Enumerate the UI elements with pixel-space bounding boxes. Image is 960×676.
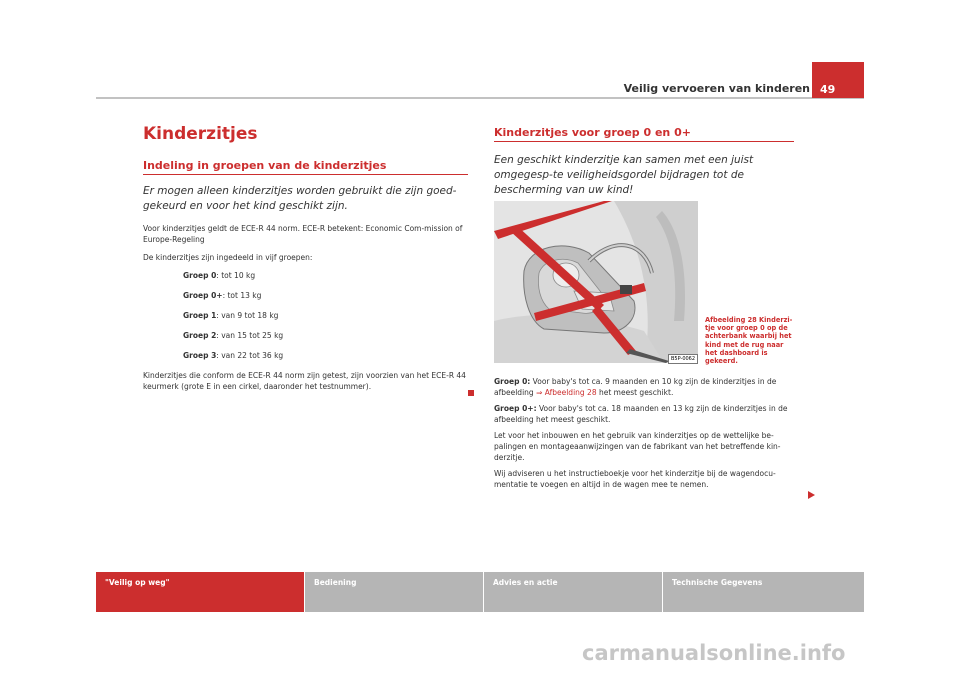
subheading-groups: Indeling in groepen van de kinderzitjes — [143, 159, 468, 175]
group0-text-end: het meest geschikt. — [596, 388, 674, 397]
body-paragraph: De kinderzitjes zijn ingedeeld in vijf groepen: — [143, 253, 313, 262]
group-label: Groep 1 — [183, 311, 217, 320]
footer-tab-label: Bediening — [314, 578, 357, 587]
header-rule — [96, 97, 864, 99]
advice-paragraph: Wij adviseren u het instructieboekje voor het kinderzitje bij de wagendocu-mentatie te voegen en altijd in de wagen mee te nemen. — [494, 469, 776, 489]
watermark: carmanualsonline.info — [582, 641, 846, 665]
figure-caption: Afbeelding 28 Kinderzi-tje voor groep 0 op de achterbank waarbij het kind met de rug naar het dashboard is gekeerd. — [705, 316, 793, 366]
group0-text: Voor baby's tot ca. 9 maanden en 10 kg zijn de kinderzitjes in de afbeelding — [494, 377, 777, 397]
child-seat-illustration — [494, 201, 698, 363]
group-label: Groep 0 — [183, 271, 217, 280]
group-weight: : tot 13 kg — [222, 291, 262, 300]
group0-paragraph — [494, 376, 794, 398]
group-label: Groep 3 — [183, 351, 217, 360]
group-weight: : van 9 tot 18 kg — [216, 311, 279, 320]
footer-tab-label: Technische Gegevens — [672, 578, 763, 587]
group-item — [143, 350, 468, 361]
footer-tab-bediening[interactable] — [305, 572, 483, 612]
footer-tab-technische-gegevens[interactable] — [663, 572, 864, 612]
intro-text: Er mogen alleen kinderzitjes worden gebruikt die zijn goed-gekeurd en voor het kind geschikt zijn. — [143, 185, 457, 212]
footer-tab-advies-en-actie[interactable] — [484, 572, 662, 612]
group0plus-label: Groep 0+: — [494, 404, 537, 413]
footer-tab-label: "Veilig op weg" — [105, 578, 170, 587]
subheading-group0: Kinderzitjes voor groep 0 en 0+ — [494, 126, 794, 142]
group0plus-text: Voor baby's tot ca. 18 maanden en 13 kg zijn de kinderzitjes in de afbeelding het meest geschikt. — [494, 404, 788, 424]
body-paragraph: Kinderzitjes die conform de ECE-R 44 norm zijn getest, zijn voorzien van het ECE-R 44 keurmerk (grote E in een cirkel, daaronder het testnummer). — [143, 371, 466, 391]
footer-tab-label: Advies en actie — [493, 578, 558, 587]
group-weight: : van 22 tot 36 kg — [216, 351, 284, 360]
install-paragraph: Let voor het inbouwen en het gebruik van kinderzitjes op de wettelijke be-palingen en montageaanwijzingen van de fabrikant van het betreffende kin-derzitje. — [494, 431, 781, 462]
group-weight: : tot 10 kg — [216, 271, 256, 280]
page-number: 49 — [812, 62, 864, 98]
running-header: Veilig vervoeren van kinderen — [623, 82, 810, 95]
section-title: Kinderzitjes — [143, 124, 258, 144]
figure-link[interactable]: ⇒ Afbeelding 28 — [536, 388, 597, 397]
figure-code: B5P-0062 — [668, 354, 698, 364]
group-weight: : van 15 tot 25 kg — [216, 331, 284, 340]
group-label: Groep 2 — [183, 331, 217, 340]
left-column — [143, 124, 468, 399]
group-label: Groep 0+ — [183, 291, 223, 300]
group-item — [143, 330, 468, 341]
continue-arrow-icon — [808, 491, 815, 499]
child-seat-drawing — [494, 201, 698, 363]
right-body — [494, 376, 794, 495]
group-item — [143, 270, 468, 281]
right-column — [494, 124, 794, 207]
group0-label: Groep 0: — [494, 377, 531, 386]
group0plus-paragraph — [494, 403, 794, 425]
group-item — [143, 310, 468, 321]
body-paragraph: Voor kinderzitjes geldt de ECE-R 44 norm. ECE-R betekent: Economic Com-mission of Europe-Regeling — [143, 224, 463, 244]
group-item — [143, 290, 468, 301]
footer-tab-veilig-op-weg[interactable] — [96, 572, 304, 612]
section-end-marker — [468, 390, 474, 396]
intro-text: Een geschikt kinderzitje kan samen met een juist omgegesp-te veiligheidsgordel bijdragen tot de bescherming van uw kind! — [494, 154, 754, 196]
